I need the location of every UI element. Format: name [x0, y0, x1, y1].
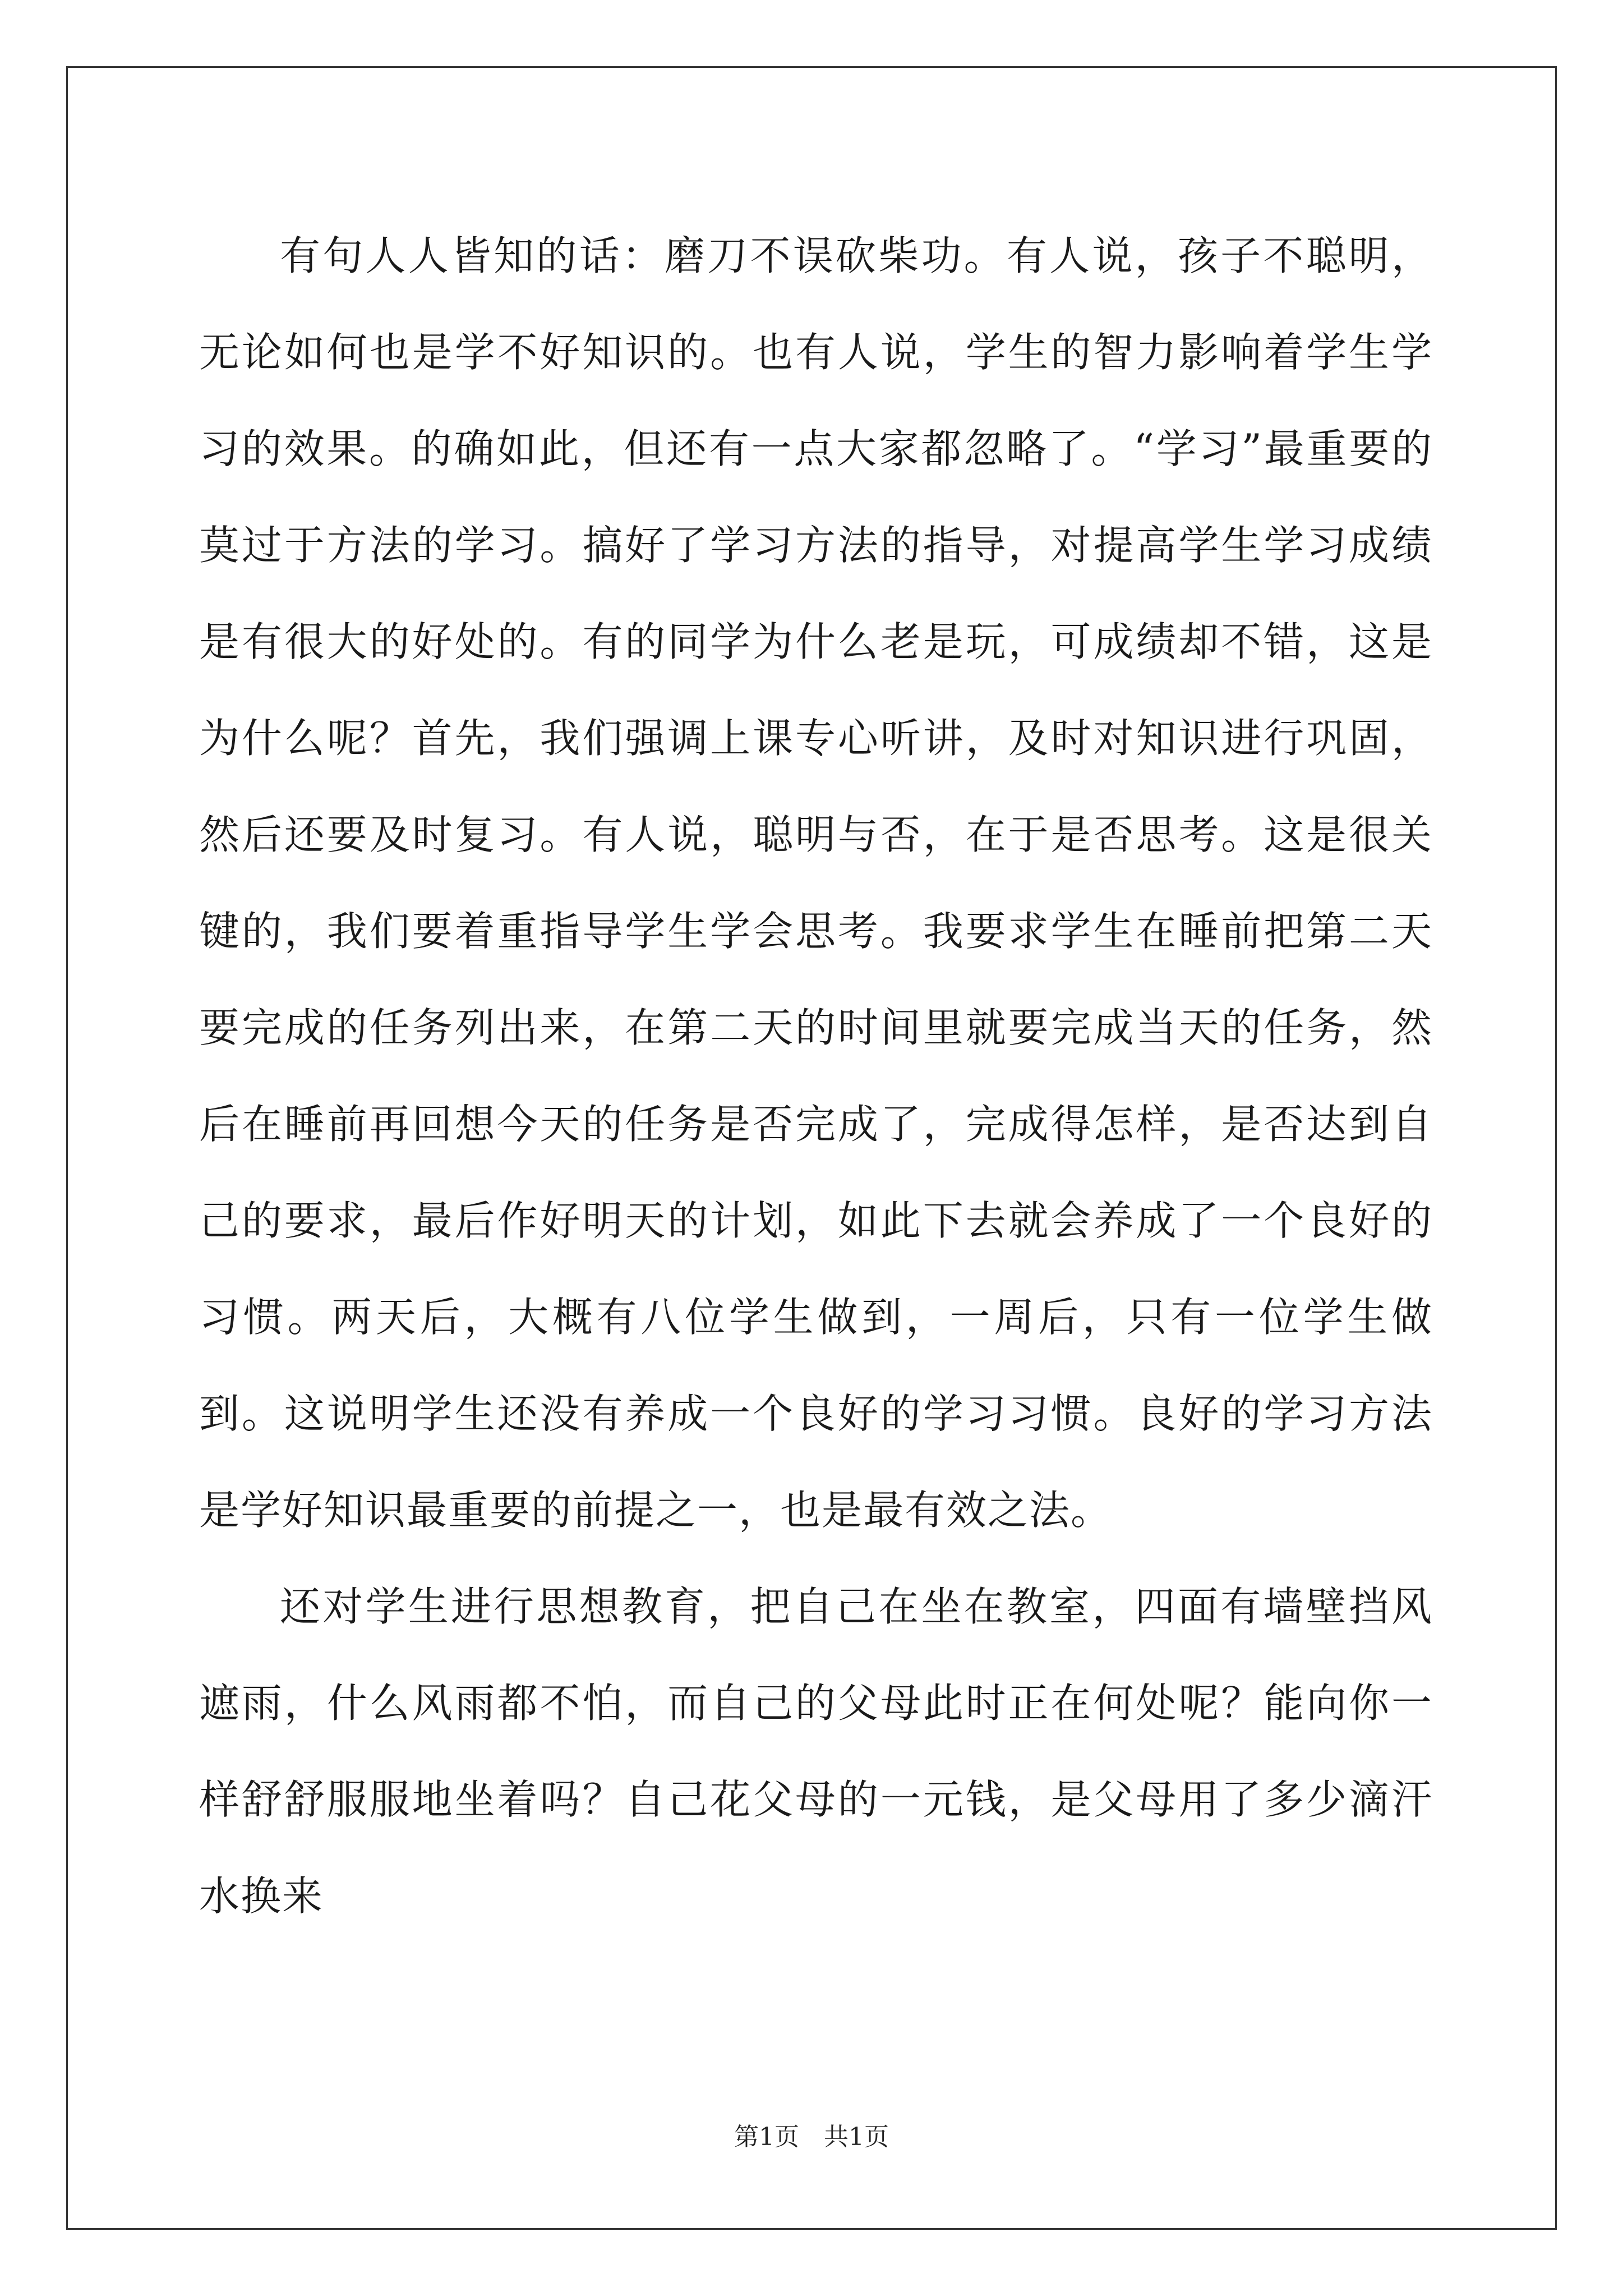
- page-footer: [0, 2120, 1623, 2154]
- paragraph-moral-education: 还对学生进行思想教育，把自己在坐在教室，四面有墙壁挡风遮雨，什么风雨都不怕，而自己的父母此时正在何处呢？能向你一样舒舒服服地坐着吗？自己花父母的一元钱，是父母用了多少滴汗水换来: [199, 1583, 1433, 1920]
- page-number-total: 共1页: [824, 2123, 889, 2151]
- document-body: [199, 208, 1433, 1944]
- page-number-current: 第1页: [734, 2123, 799, 2151]
- paragraph-study-methods: 有句人人皆知的话：磨刀不误砍柴功。有人说，孩子不聪明，无论如何也是学不好知识的。也有人说，学生的智力影响着学生学习的效果。的确如此，但还有一点大家都忽略了。“学习”最重要的莫过于方法的学习。搞好了学习方法的指导，对提高学生学习成绩是有很大的好处的。有的同学为什么老是玩，可成绩却不错，这是为什么呢？首先，我们强调上课专心听讲，及时对知识进行巩固，然后还要及时复习。有人说，聪明与否，在于是否思考。这是很关键的，我们要着重指导学生学会思考。我要求学生在睡前把第二天要完成的任务列出来，在第二天的时间里就要完成当天的任务，然后在睡前再回想今天的任务是否完成了，完成得怎样，是否达到自己的要求，最后作好明天的计划，如此下去就会养成了一个良好的习惯。两天后，大概有八位学生做到，一周后，只有一位学生做到。这说明学生还没有养成一个良好的学习习惯。良好的学习方法是学好知识最重要的前提之一，也是最有效之法。: [199, 232, 1433, 1534]
